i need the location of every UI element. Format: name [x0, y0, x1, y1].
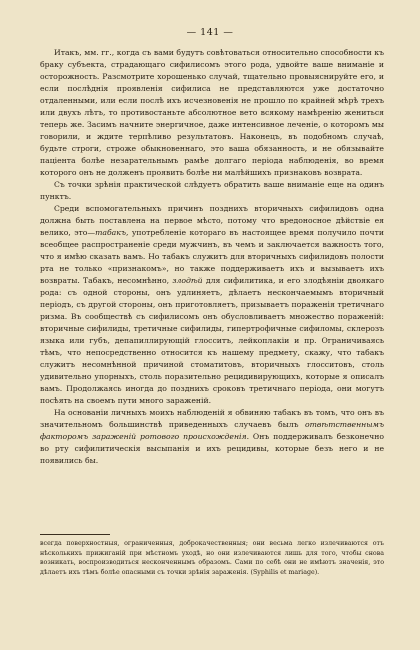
footnote-text: всегда поверхностныя, ограниченныя, доброкачественныя; они весьма легко излечиваются отъ нѣсколькихъ прижиганій при мѣстномъ уходѣ, но они излечиваются лишь для того, чтобы снова возникать, воспроизводиться несконченнымъ образомъ. Сами по себѣ они не имѣютъ значенія, это дѣлаетъ ихъ тѣмъ болѣе опасными съ точки зрѣнія зараженія. (Syphilis et mariage). [40, 540, 384, 576]
paragraph [40, 407, 384, 467]
paragraph-text: Съ точки зрѣнія практической слѣдуетъ обратить ваше вниманіе еще на одинъ пунктъ. [40, 180, 384, 201]
page-number: — 141 — [186, 27, 234, 38]
emphasis-text: отвѣтственнымъ факторомъ зараженій ротового происхожденія [40, 420, 384, 441]
paragraph [40, 179, 384, 203]
paragraph-text: для сифилитика, и его злодѣяніи двоякаго рода: съ одной стороны, онъ удлиняетъ, дѣлаетъ нескончаемымъ вторичный періодъ, съ другой стороны, онъ приготовляетъ, призываетъ пораженія третичнаго ризма. Въ сообществѣ съ сифилисомъ онъ обусловливаетъ множество пораженій: вторичные сифилиды, третичные сифилиды, гипертрофичные сифиломы, склерозъ языка или губъ, депапиллирующій глосситъ, лейкоплакіи и пр. Ограничиваясь тѣмъ, что непосредственно относится къ нашему предмету, скажу, что табакъ служитъ несомнѣнной причиной стоматитовъ, вторичныхъ глосситовъ, столь удивительно упорныхъ, столь поразительно рецидивирующихъ, которые я описалъ вамъ. Продолжаясь иногда до позднихъ сроковъ третичнаго періода, они могутъ посѣять на своемъ пути много зараженій. [40, 276, 384, 405]
paragraph-text: , употребленіе котораго въ настоящее время получило почти всеобщее распространеніе среди мужчинъ, въ чемъ и заключается важность того, что я имѣю сказать вамъ. Но табакъ служитъ для вторичныхъ сифилидовъ полости рта не только «признакомъ», но также поддерживаетъ ихъ и вызываетъ ихъ возвраты. Табакъ, несомнѣнно, [40, 228, 384, 285]
paragraph-text: На основаніи личныхъ моихъ наблюденій я обвиняю табакъ въ томъ, что онъ въ значительномъ большинствѣ приведенныхъ случаевъ былъ [40, 408, 384, 429]
paragraph [40, 203, 384, 407]
body-text [40, 47, 384, 467]
emphasis-text: злодѣй [172, 276, 203, 285]
paragraph-text: Среди вспомогательныхъ причинъ позднихъ вторичныхъ сифилидовъ одна должна быть поставлена на первое мѣсто, потому что вредоносное дѣйствіе ея велико, это— [40, 204, 384, 237]
paragraph [40, 47, 384, 179]
footnote-divider [40, 534, 110, 535]
paragraph-text: . Онъ поддерживалъ безконечно во рту сифилитическія высыпанія и ихъ рецидивы, которые безъ него и не появились бы. [40, 432, 384, 465]
paragraph-text: Итакъ, мм. гг., когда съ вами будутъ совѣтоваться относительно способности къ браку субъекта, страдающаго сифилисомъ этого рода, удвойте ваше вниманіе и осторожность. Разсмотрите хорошенько случай, тщательно провыяснируйте его, и если послѣднія проявленія сифилиса не представляются уже достаточно отдаленными, или если послѣ ихъ исчезновенія не прошло по крайней мѣрѣ трехъ или двухъ лѣтъ, то противостаньте абсолютное вето всякому намѣренію жениться теперь же. Засимъ начните энергичное, даже интенсивное леченіе, о которомъ мы говорили, и ждите терпѣливо результатовъ. Наконецъ, въ подобномъ случаѣ, будьте строги, строже обыкновеннаго, это ваша обязанность, и не обязывайте паціента болѣе незарательнымъ рамѣе долгаго періода наблюденія, во время которого онъ не долженъ проявить болѣе ни малѣйшихъ признаковъ возврата. [40, 48, 384, 177]
emphasis-text: табакъ [95, 228, 126, 237]
footnote [40, 539, 384, 577]
